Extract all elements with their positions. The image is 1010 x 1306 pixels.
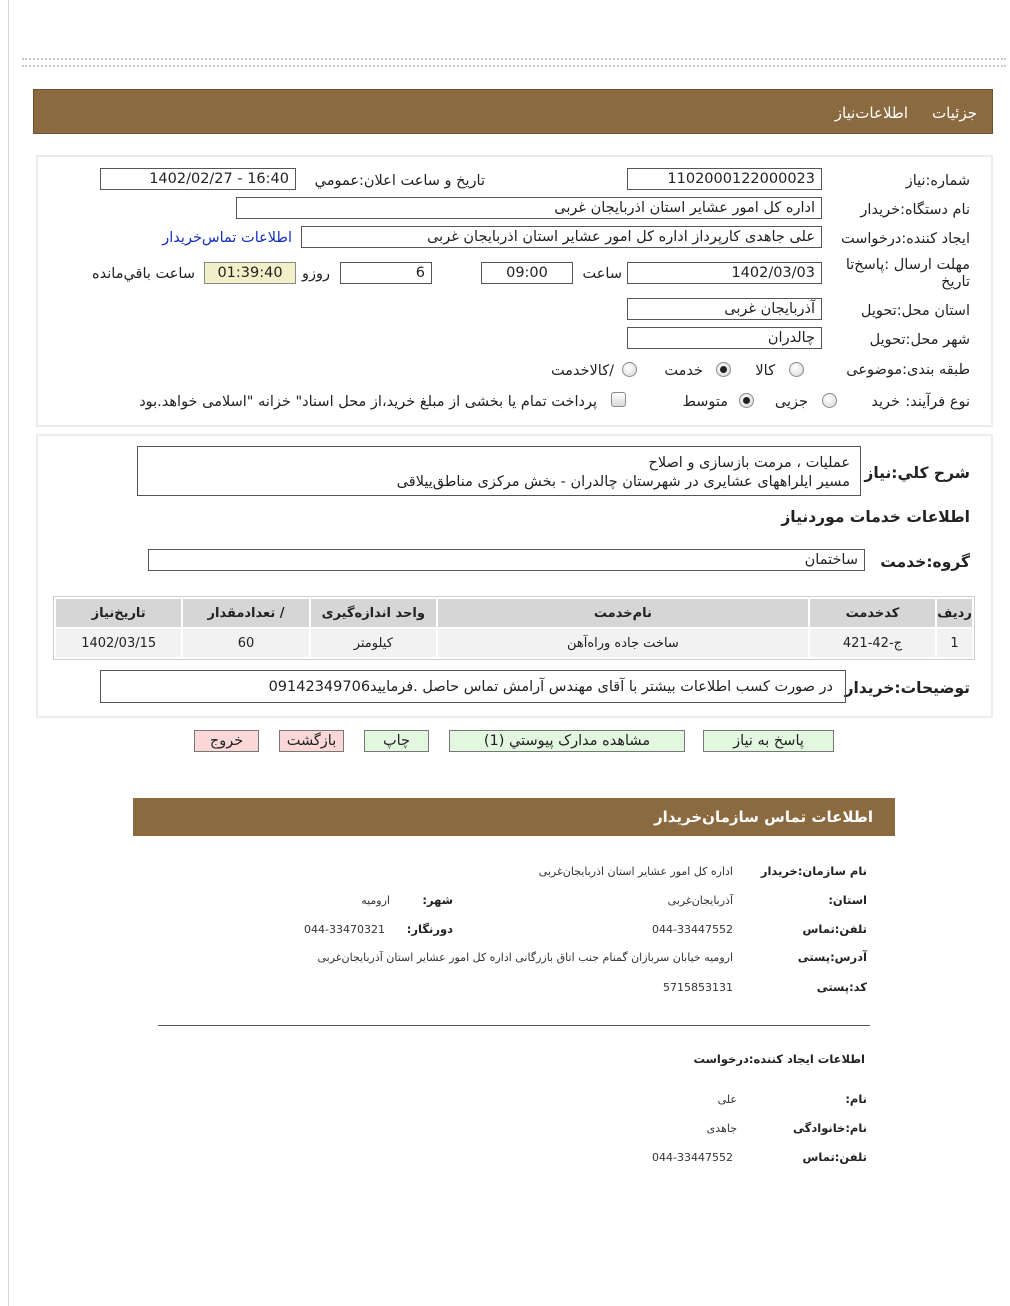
creator-name-label: نام: — [845, 1092, 867, 1106]
province-field: آذربایجان غربی — [627, 298, 822, 320]
services-table-frame — [53, 596, 975, 660]
process-buy-label: خرید — [871, 394, 900, 410]
col-header-service-name: نام‌خدمت — [438, 599, 808, 627]
process-minor-label: جزیی — [774, 394, 808, 410]
col-header-unit: واحد اندازه‌گیری — [311, 599, 436, 627]
category-goods-service-label: /کالاخدمت — [550, 363, 614, 379]
deadline-date-field: 1402/03/03 — [627, 262, 822, 284]
creator-family-value: جاهدی — [706, 1122, 737, 1135]
deadline-time-field: 09:00 — [481, 262, 573, 284]
process-minor-radio[interactable] — [822, 393, 837, 408]
announce-label: تاريخ و ساعت اعلان:عمومي — [314, 173, 485, 189]
days-remaining-field: 6 — [340, 262, 432, 284]
category-label: طبقه بندی‌:موضوعی — [846, 362, 970, 378]
cell-row-number: 1 — [937, 629, 972, 657]
buyer-contact-banner-title: اطلاعات تماس سازمان‌خریدار — [653, 808, 873, 826]
col-header-service-code: کدخدمت — [810, 599, 935, 627]
creator-family-label: نام‌:خانوادگی — [793, 1121, 867, 1135]
description-box — [137, 446, 861, 496]
table-header-row — [56, 599, 972, 627]
contact-fax-value: 044-33470321 — [304, 923, 385, 936]
print-button[interactable]: چاپ — [364, 730, 429, 752]
reply-to-need-button[interactable]: پاسخ به نیاز — [703, 730, 834, 752]
buyer-contact-banner — [133, 798, 895, 836]
col-header-need-date: تاریخ‌نیاز — [56, 599, 181, 627]
creator-label: ایجاد کننده‌:درخواست — [841, 231, 970, 247]
remaining-time-field: 01:39:40 — [204, 262, 296, 284]
contact-phone-value: 044-33447552 — [652, 923, 733, 936]
need-number-field: 1102000122000023 — [627, 168, 822, 190]
back-button[interactable]: بازگشت — [279, 730, 344, 752]
creator-phone-value: 044-33447552 — [652, 1151, 733, 1164]
deadline-hour-label: ساعت — [582, 266, 622, 282]
buyer-notes-label: توضیحات‌:خریدار — [844, 679, 970, 697]
days-label: روزو — [301, 266, 330, 282]
need-number-label: شماره‌:نیاز — [905, 173, 970, 189]
province-label: استان محل‌:تحویل — [860, 303, 970, 319]
creator-info-title: اطلاعات ایجاد کننده‌:درخواست — [693, 1052, 865, 1066]
description-line-1: عملیات ، مرمت بازسازی و اصلاح — [648, 455, 850, 471]
category-goods-label: کالا — [755, 363, 775, 379]
buyer-notes-box: در صورت کسب اطلاعات بیشتر با آقای مهندس آرامش تماس حاصل .فرمایید09142349706 — [100, 670, 846, 703]
view-attachments-button[interactable]: مشاهده مدارک پیوستي (1) — [449, 730, 685, 752]
creator-phone-label: تلفن‌:تماس — [802, 1150, 867, 1164]
buyer-org-field: اداره کل امور عشایر استان اذربایجان غربی — [236, 197, 822, 219]
contact-divider — [158, 1025, 870, 1026]
service-group-field: ساختمان — [148, 549, 865, 571]
col-header-quantity: / تعدادمقدار — [183, 599, 308, 627]
treasury-payment-checkbox[interactable] — [611, 392, 626, 407]
deadline-label: مهلت ارسال :پاسخ‌تا تاریخ — [845, 257, 970, 290]
cell-need-date: 1402/03/15 — [56, 629, 181, 657]
category-service-radio[interactable] — [716, 362, 731, 377]
buyer-org-label: نام دستگاه‌:خریدار — [860, 202, 970, 218]
cell-service-code: ج-42-421 — [810, 629, 935, 657]
col-header-row-number: ردیف — [937, 599, 972, 627]
cell-service-name: ساخت جاده وراه‌آهن — [438, 629, 808, 657]
contact-city-value: ارومیه — [361, 894, 390, 907]
process-medium-label: متوسط — [682, 394, 728, 410]
table-row — [56, 629, 972, 657]
service-group-label: گروه‌:خدمت — [880, 553, 970, 571]
contact-fax-label: دورنگار: — [406, 922, 453, 936]
need-info-panel — [36, 155, 993, 427]
contact-address-label: آدرس‌:پستی — [797, 950, 867, 964]
process-medium-radio[interactable] — [739, 393, 754, 408]
cell-quantity: 60 — [183, 629, 308, 657]
contact-address-value: ارومیه خیابان سربازان گمنام جنب اتاق بازرگانی اداره کل امور عشایر استان آذربایجان‌غربی — [317, 951, 733, 964]
contact-postal-label: کد‌:پستی — [816, 980, 867, 994]
city-label: شهر محل‌:تحویل — [869, 332, 970, 348]
creator-name-value: علی — [717, 1093, 737, 1106]
creator-field: علی جاهدی کارپرداز اداره کل امور عشایر استان اذربایجان غربی — [301, 226, 822, 248]
contact-province-label: استان: — [828, 893, 867, 907]
org-name-label: نام سازمان‌:خریدار — [760, 864, 867, 878]
description-line-2: مسیر ایلراههای عشایری در شهرستان چالدران - بخش مرکزی مناطق‌ییلاقی — [396, 474, 850, 490]
top-divider — [22, 58, 1006, 67]
category-goods-service-radio[interactable] — [622, 362, 637, 377]
org-name-value: اداره کل امور عشایر استان اذربایجان‌غربی — [538, 865, 733, 878]
contact-province-value: آذربایجان‌غربی — [667, 894, 733, 907]
category-goods-radio[interactable] — [789, 362, 804, 377]
page-left-border — [8, 0, 9, 1306]
cell-unit: کیلومتر — [311, 629, 436, 657]
exit-button[interactable]: خروج — [194, 730, 259, 752]
city-field: چالدران — [627, 327, 822, 349]
description-label: شرح کلي‌:نیاز — [864, 464, 970, 482]
remaining-time-label: ساعت باقي‌مانده — [92, 266, 195, 282]
tab-details[interactable]: جزئیات — [932, 104, 977, 122]
tab-need-info[interactable]: اطلاعات‌نیاز — [834, 104, 908, 122]
contact-city-label: شهر: — [422, 893, 453, 907]
process-label: نوع فرآیند‌: — [905, 394, 970, 410]
buyer-contact-link[interactable]: اطلاعات تماس‌خریدار — [162, 230, 292, 246]
treasury-payment-label: پرداخت تمام یا بخشی از مبلغ خرید،از محل اسناد" خزانه "اسلامی خواهد.بود — [139, 394, 597, 410]
contact-phone-label: تلفن‌:تماس — [802, 922, 867, 936]
services-section-title: اطلاعات خدمات موردنیاز — [781, 508, 970, 526]
category-service-label: خدمت — [664, 363, 703, 379]
services-table — [54, 597, 974, 659]
announce-datetime-field: 1402/02/27 - 16:40 — [100, 168, 296, 190]
contact-postal-value: 5715853131 — [663, 981, 733, 994]
details-title-bar — [33, 89, 993, 134]
